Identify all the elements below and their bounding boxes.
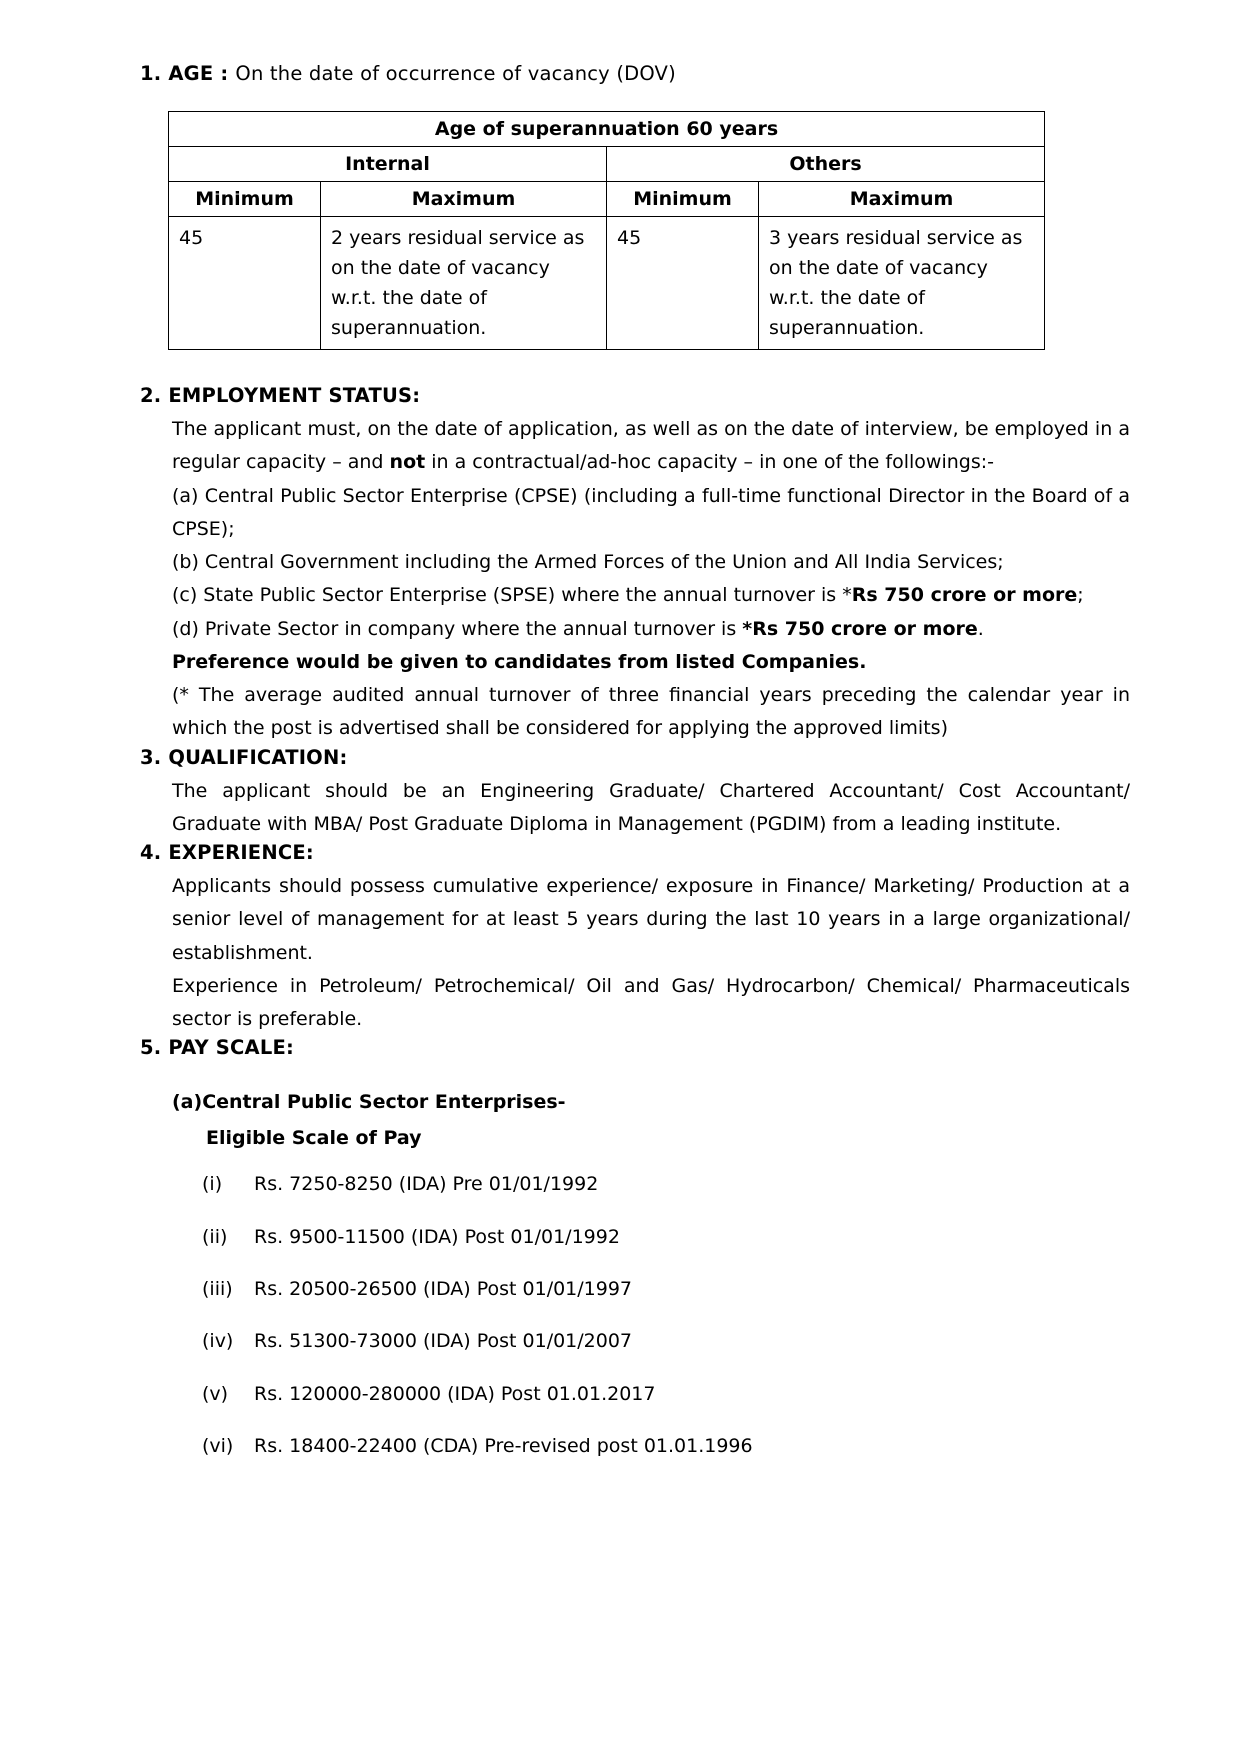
list-item-label: Rs. 20500-26500 (IDA) Post 01/01/1997 <box>254 1278 633 1301</box>
section-employment-heading: 2. EMPLOYMENT STATUS: <box>140 384 421 408</box>
employment-intro <box>172 413 1130 480</box>
list-item-label: Rs. 9500-11500 (IDA) Post 01/01/1992 <box>254 1225 620 1248</box>
age-table-internal-max: 2 years residual service as on the date of vacancy w.r.t. the date of superannuation. <box>321 217 607 350</box>
employment-item-d-pre: (d) Private Sector in company where the annual turnover is <box>172 617 743 640</box>
list-item <box>202 1431 1130 1461</box>
table-row <box>169 112 1045 147</box>
age-table-group-internal: Internal <box>169 147 607 182</box>
section-qualification-body <box>172 775 1130 842</box>
list-item-label: Rs. 51300-73000 (IDA) Post 01/01/2007 <box>254 1330 633 1353</box>
age-table-group-others: Others <box>607 147 1045 182</box>
section-age-number: 1. <box>140 62 162 85</box>
list-item-marker: (iv) <box>202 1330 234 1353</box>
employment-preference: Preference would be given to candidates from listed Companies. <box>172 650 867 673</box>
list-item-label: Rs. 18400-22400 (CDA) Pre-revised post 01.01.1996 <box>254 1435 753 1458</box>
list-item-label: Rs. 7250-8250 (IDA) Pre 01/01/1992 <box>254 1173 599 1196</box>
employment-item-c-pre: (c) State Public Sector Enterprise (SPSE) where the annual turnover is * <box>172 584 852 607</box>
age-table-col-min-internal: Minimum <box>169 182 321 217</box>
age-table-others-max: 3 years residual service as on the date of vacancy w.r.t. the date of superannuation. <box>759 217 1045 350</box>
section-employment-body <box>172 413 1130 746</box>
employment-item-d <box>172 613 1130 646</box>
section-experience-heading: 4. EXPERIENCE: <box>140 841 314 865</box>
payscale-list <box>140 1169 1130 1461</box>
list-item-marker: (ii) <box>202 1225 228 1248</box>
experience-paragraph-2: Experience in Petroleum/ Petrochemical/ Oil and Gas/ Hydrocarbon/ Chemical/ Pharmaceuticals sector is preferable. <box>172 974 1130 1031</box>
section-age-text: On the date of occurrence of vacancy (DOV) <box>235 62 676 85</box>
employment-item-b: (b) Central Government including the Armed Forces of the Union and All India Services; <box>172 551 1004 574</box>
age-table-title: Age of superannuation 60 years <box>169 112 1045 147</box>
list-item <box>202 1169 1130 1199</box>
list-item <box>202 1379 1130 1409</box>
qualification-text: The applicant should be an Engineering Graduate/ Chartered Accountant/ Cost Accountant/ Graduate with MBA/ Post Graduate Diploma in Management (PGDIM) from a leading institute. <box>172 779 1130 835</box>
list-item-label: Rs. 120000-280000 (IDA) Post 01.01.2017 <box>254 1382 656 1405</box>
employment-item-c <box>172 579 1130 612</box>
list-item <box>202 1274 1130 1304</box>
table-row <box>169 182 1045 217</box>
table-row <box>169 147 1045 182</box>
section-age-heading <box>140 62 1130 85</box>
list-item-marker: (v) <box>202 1382 229 1405</box>
section-age-label: AGE : <box>168 62 229 85</box>
list-item <box>202 1326 1130 1356</box>
employment-item-c-post: ; <box>1077 584 1084 607</box>
employment-item-c-bold: Rs 750 crore or more <box>851 584 1078 607</box>
section-qualification-heading: 3. QUALIFICATION: <box>140 745 348 769</box>
employment-intro-a: The applicant must, on the date of application, as well as on the date of interview, be employed in a regular capacity – and <box>172 418 1130 474</box>
payscale-sub-heading-b: Eligible Scale of Pay <box>206 1127 422 1150</box>
age-table-others-min: 45 <box>607 217 759 350</box>
employment-item-d-bold: *Rs 750 crore or more <box>742 617 978 640</box>
list-item-marker: (vi) <box>202 1435 234 1458</box>
experience-paragraph-1: Applicants should possess cumulative experience/ exposure in Finance/ Marketing/ Production at a senior level of management for at least 5 years during the last 10 years in a large organizational/ establishment. <box>172 875 1130 964</box>
employment-intro-b: in a contractual/ad-hoc capacity – in one of the followings:- <box>425 451 994 474</box>
employment-item-d-post: . <box>977 617 984 640</box>
age-table-internal-min: 45 <box>169 217 321 350</box>
section-payscale-heading: 5. PAY SCALE: <box>140 1036 294 1060</box>
section-experience-body <box>172 870 1130 1036</box>
age-table-col-max-internal: Maximum <box>321 182 607 217</box>
table-row <box>169 217 1045 350</box>
list-item <box>202 1222 1130 1252</box>
employment-intro-bold: not <box>389 451 426 474</box>
age-table <box>168 111 1045 350</box>
age-table-col-max-others: Maximum <box>759 182 1045 217</box>
list-item-marker: (iii) <box>202 1278 233 1301</box>
age-table-col-min-others: Minimum <box>607 182 759 217</box>
employment-item-a: (a) Central Public Sector Enterprise (CPSE) (including a full-time functional Director in the Board of a CPSE); <box>172 484 1130 540</box>
employment-note: (* The average audited annual turnover of three financial years preceding the calendar year in which the post is advertised shall be considered for applying the approved limits) <box>172 684 1130 740</box>
list-item-marker: (i) <box>202 1173 223 1196</box>
payscale-sub-heading-a: (a)Central Public Sector Enterprises- <box>172 1091 566 1114</box>
